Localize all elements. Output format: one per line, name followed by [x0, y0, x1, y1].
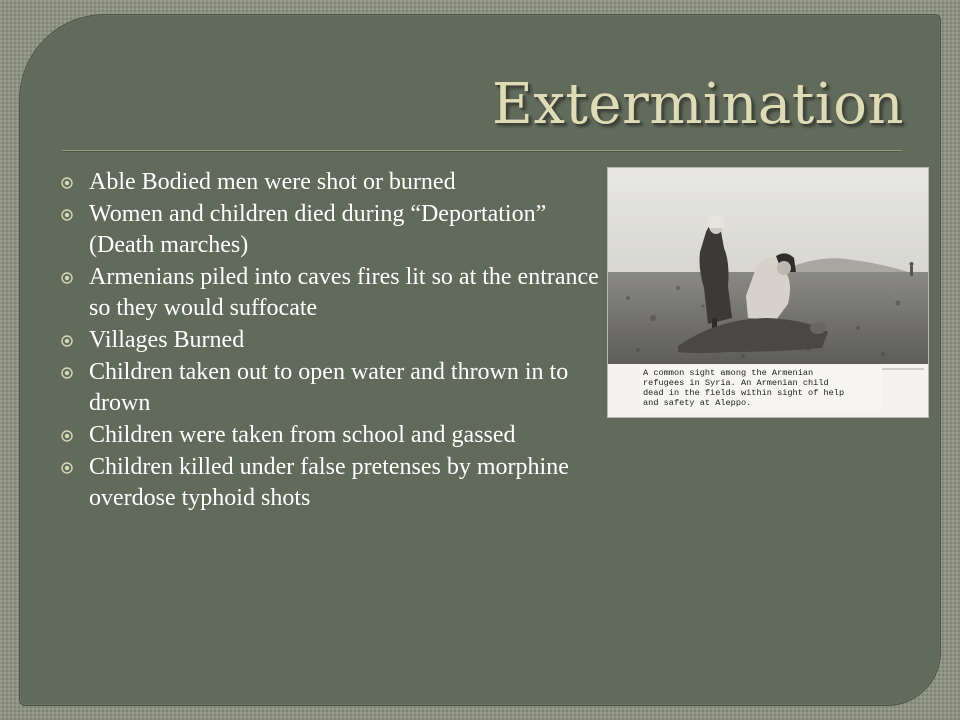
circled-dot-icon: [61, 177, 73, 189]
circled-dot-icon: [61, 430, 73, 442]
circled-dot-icon: [61, 272, 73, 284]
circled-dot-icon: [61, 367, 73, 379]
title-divider: [62, 150, 902, 152]
circled-dot-icon: [61, 335, 73, 347]
bullet-text: Children were taken from school and gassed: [89, 422, 516, 448]
bullet-text: Children killed under false pretenses by morphine overdose typhoid shots: [89, 454, 569, 511]
bullet-item: [60, 199, 600, 261]
bullet-item: [60, 167, 600, 198]
bullet-text: Able Bodied men were shot or burned: [89, 169, 456, 195]
bullet-item: [60, 357, 600, 419]
historical-photo: [608, 168, 928, 417]
bullet-item: [60, 325, 600, 356]
photo-caption: A common sight among the Armenian refugees in Syria. An Armenian child dead in the fields within sight of help and safety at Aleppo.: [640, 366, 882, 410]
bullet-list: [60, 167, 600, 515]
bullet-text: Women and children died during “Deportation” (Death marches): [89, 201, 547, 258]
bullet-text: Villages Burned: [89, 327, 245, 353]
slide-title: Extermination: [491, 72, 904, 137]
bullet-text: Armenians piled into caves fires lit so at the entrance so they would suffocate: [89, 264, 599, 321]
bullet-item: [60, 262, 600, 324]
bullet-item: [60, 420, 600, 451]
circled-dot-icon: [61, 462, 73, 474]
bullet-item: [60, 452, 600, 514]
bullet-text: Children taken out to open water and thrown in to drown: [89, 359, 569, 416]
circled-dot-icon: [61, 209, 73, 221]
